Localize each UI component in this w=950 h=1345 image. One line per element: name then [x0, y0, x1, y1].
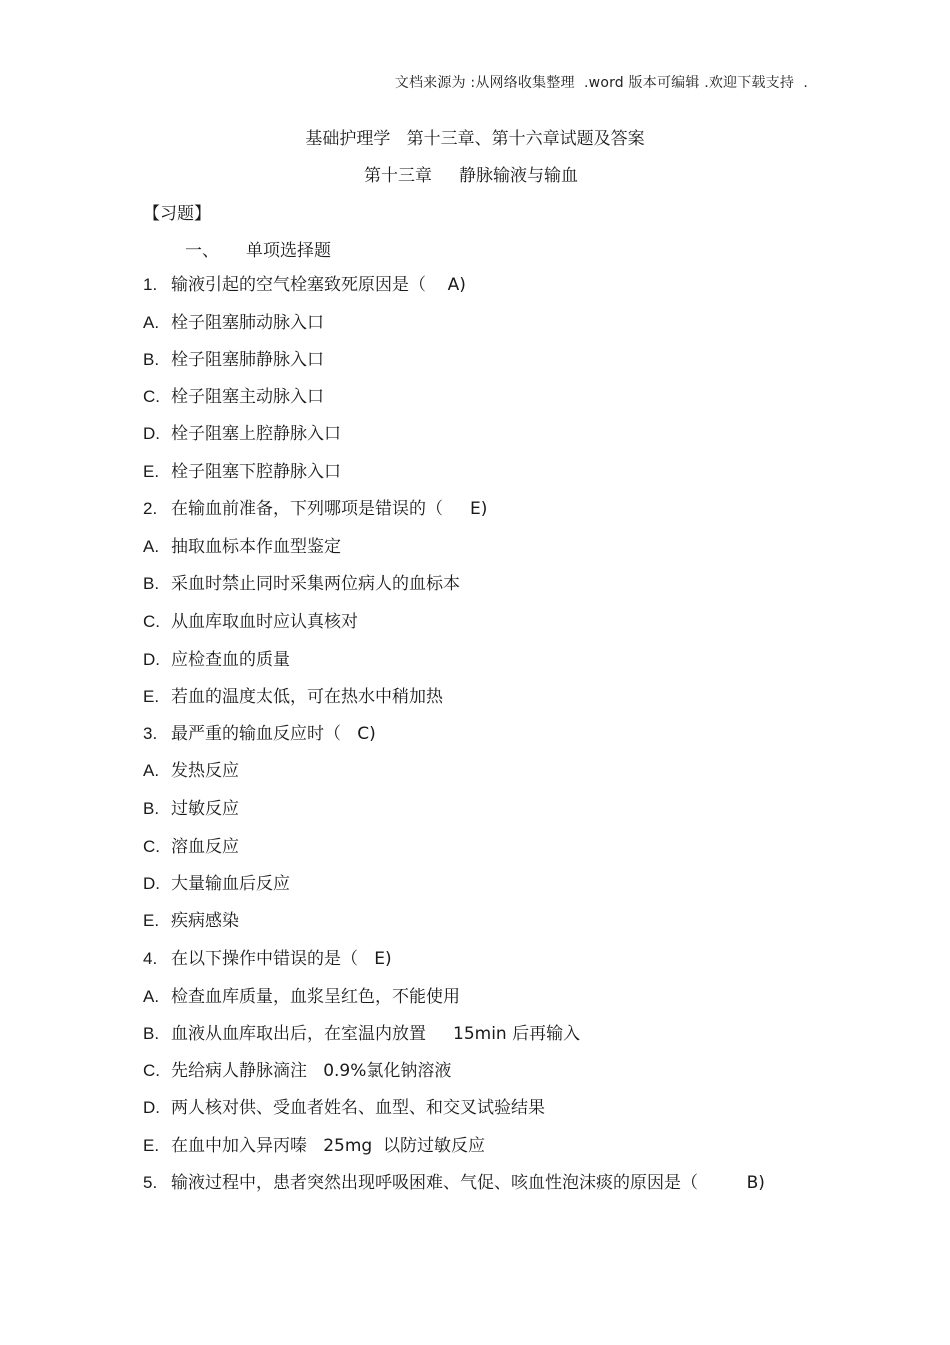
option-4e	[143, 1133, 485, 1159]
option-3c	[143, 834, 239, 860]
document-title: 基础护理学 第十三章、第十六章试题及答案	[305, 129, 645, 149]
option-text: 在血中加入异丙嗪 25mg 以防过敏反应	[171, 1136, 486, 1156]
option-letter: E.	[143, 462, 160, 481]
option-4a	[143, 984, 460, 1010]
option-text: 大量输血后反应	[171, 874, 290, 894]
option-text: 栓子阻塞主动脉入口	[171, 387, 324, 407]
option-letter: B.	[143, 1024, 160, 1043]
option-text: 栓子阻塞下腔静脉入口	[171, 462, 341, 482]
option-text: 抽取血标本作血型鉴定	[171, 537, 341, 557]
option-2e	[143, 684, 443, 710]
question-text: 输液引起的空气栓塞致死原因是（ A)	[171, 275, 466, 295]
option-letter: C.	[143, 612, 160, 631]
option-1c	[143, 384, 324, 410]
option-text: 栓子阻塞肺动脉入口	[171, 313, 324, 333]
question-number: 2.	[143, 499, 158, 518]
option-letter: B.	[143, 350, 160, 369]
question-1	[143, 272, 466, 298]
option-4c	[143, 1058, 451, 1084]
option-text: 检查血库质量，血浆呈红色，不能使用	[171, 987, 460, 1007]
option-letter: E.	[143, 1136, 160, 1155]
option-letter: D.	[143, 424, 160, 443]
option-text: 发热反应	[171, 761, 239, 781]
option-2a	[143, 534, 341, 560]
question-2	[143, 496, 487, 522]
question-text: 最严重的输血反应时（ C)	[171, 724, 376, 744]
question-number: 5.	[143, 1173, 158, 1192]
option-text: 应检查血的质量	[171, 650, 290, 670]
option-3d	[143, 871, 290, 897]
option-text: 溶血反应	[171, 837, 239, 857]
question-number: 4.	[143, 949, 158, 968]
option-text: 两人核对供、受血者姓名、血型、和交叉试验结果	[171, 1098, 545, 1118]
option-letter: D.	[143, 1098, 160, 1117]
question-number: 1.	[143, 275, 158, 294]
option-letter: C.	[143, 837, 160, 856]
option-1b	[143, 347, 324, 373]
option-letter: A.	[143, 537, 160, 556]
question-text: 输液过程中，患者突然出现呼吸困难、气促、咳血性泡沫痰的原因是（ B)	[171, 1173, 765, 1193]
option-1d	[143, 421, 341, 447]
question-text: 在以下操作中错误的是（ E)	[171, 949, 392, 969]
option-letter: D.	[143, 650, 160, 669]
option-2d	[143, 647, 290, 673]
question-text: 在输血前准备，下列哪项是错误的（ E)	[171, 499, 488, 519]
option-text: 栓子阻塞肺静脉入口	[171, 350, 324, 370]
question-4	[143, 946, 392, 972]
option-letter: D.	[143, 874, 160, 893]
header-note: 文档来源为 :从网络收集整理 .word 版本可编辑 .欢迎下载支持 .	[394, 75, 808, 91]
chapter-title: 第十三章 静脉输液与输血	[363, 166, 579, 186]
question-5	[143, 1170, 765, 1196]
option-letter: B.	[143, 799, 160, 818]
option-3e	[143, 908, 239, 934]
option-text: 过敏反应	[171, 799, 239, 819]
option-letter: A.	[143, 761, 160, 780]
option-2c	[143, 609, 358, 635]
option-1a	[143, 310, 324, 336]
option-letter: A.	[143, 313, 160, 332]
option-4b	[143, 1021, 580, 1047]
subsection-heading: 一、 单项选择题	[185, 241, 332, 261]
option-letter: E.	[143, 911, 160, 930]
option-letter: B.	[143, 574, 160, 593]
option-3a	[143, 758, 239, 784]
option-text: 血液从血库取出后，在室温内放置 15min 后再输入	[171, 1024, 581, 1044]
option-text: 若血的温度太低，可在热水中稍加热	[171, 687, 443, 707]
option-letter: C.	[143, 387, 160, 406]
option-4d	[143, 1095, 545, 1121]
option-1e	[143, 459, 341, 485]
option-text: 采血时禁止同时采集两位病人的血标本	[171, 574, 460, 594]
option-text: 从血库取血时应认真核对	[171, 612, 358, 632]
option-letter: E.	[143, 687, 160, 706]
option-text: 先给病人静脉滴注 0.9%氯化钠溶液	[171, 1061, 452, 1081]
option-3b	[143, 796, 239, 822]
option-text: 栓子阻塞上腔静脉入口	[171, 424, 341, 444]
option-2b	[143, 571, 460, 597]
question-number: 3.	[143, 724, 158, 743]
option-letter: A.	[143, 987, 160, 1006]
question-3	[143, 721, 376, 747]
option-text: 疾病感染	[171, 911, 239, 931]
option-letter: C.	[143, 1061, 160, 1080]
section-label: 【习题】	[143, 204, 211, 224]
